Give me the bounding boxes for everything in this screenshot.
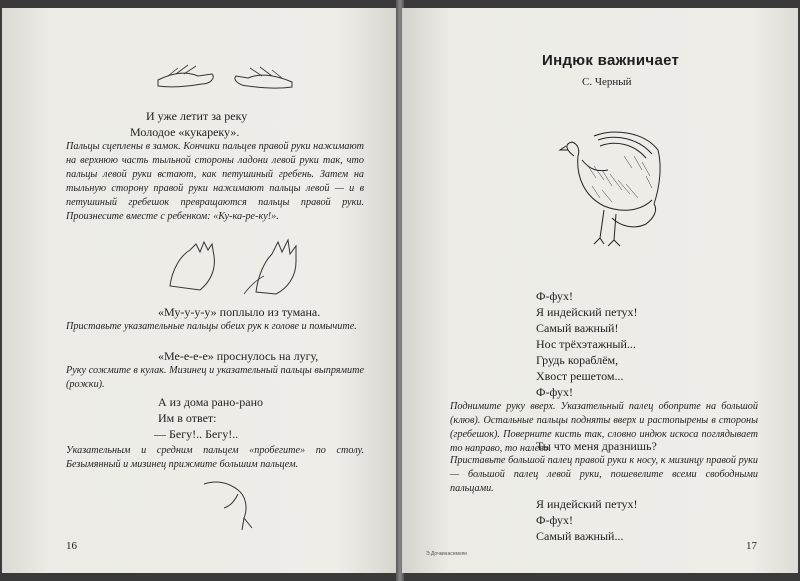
instruction-text: Пальцы сцеплены в замок. Кончики пальцев правой руки нажимают на верхнюю часть тыльной стороны ладони левой руки так, что пальцы левой руки встают, как петушиный гребень. Затем на тыльную сторону правой руки нажимают пальцы левой — и в петушиный гребешок превращаются пальцы правой руки. Произнесите вместе с ребенком: «Ку-ка-ре-ку!». [66, 141, 364, 222]
author-name: С. Черный [582, 76, 632, 88]
verse-line: «Му-у-у-у» поплыло из тумана. [158, 305, 321, 319]
left-page [2, 8, 398, 573]
verse-line: И уже летит за реку [146, 109, 248, 123]
instruction-text: Поднимите руку вверх. Указательный палец обоприте на большой (клюв). Остальные пальцы подняты вверх и растопырены в стороны (гребешок). Поверните кисть так, словно индюк искоса поглядывает то направо, то налево. [450, 401, 758, 454]
hands-illustration-1 [150, 56, 300, 96]
verse-line: Самый важный... [536, 529, 624, 543]
verse-line: Ф-фух! [536, 385, 573, 399]
verse-line: Грудь кораблём, [536, 353, 619, 367]
verse-line: — Бегу!.. Бегу!.. [154, 427, 239, 441]
hands-illustration-2 [160, 236, 320, 298]
instruction-text: Приставьте указательные пальцы обеих рук к голове и помычите. [66, 321, 357, 332]
verse-line: А из дома рано-рано [158, 395, 264, 409]
verse-line: Ф-фух! [536, 289, 573, 303]
page-title: Индюк важничает [542, 52, 680, 69]
verse-line: «Ме-е-е-е» проснулось на лугу, [158, 349, 319, 363]
verse-line: Ты что меня дразнишь? [536, 439, 657, 453]
instruction-text: Руку сожмите в кулак. Мизинец и указательный пальцы выпрямите (рожки). [66, 365, 364, 390]
verse-line: Им в ответ: [158, 411, 217, 425]
instruction-text: Приставьте большой палец правой руки к носу, к мизинцу правой руки — большой палец левой руки, пошевелите всеми свободными пальцами. [450, 455, 758, 494]
page-number: 16 [66, 540, 77, 552]
verse-line: Я индейский петух! [536, 305, 638, 319]
verse-line: Нос трёхэтажный... [536, 337, 636, 351]
hand-illustration-3 [200, 474, 270, 536]
verse-line: Молодое «кукареку». [130, 125, 240, 139]
verse-line: Хвост решетом... [536, 369, 624, 383]
verse-line: Ф-фух! [536, 513, 573, 527]
verse-line: Самый важный! [536, 321, 619, 335]
page-number: 17 [746, 540, 757, 552]
instruction-text: Указательным и средним пальцем «пробегите» по столу. Безымянный и мизинец прижмите большим пальцем. [66, 445, 364, 470]
verse-line: Я индейский петух! [536, 497, 638, 511]
right-page [402, 8, 798, 573]
footer-mark: Э.Дочкинасемеян [426, 551, 468, 557]
turkey-illustration [554, 126, 664, 256]
